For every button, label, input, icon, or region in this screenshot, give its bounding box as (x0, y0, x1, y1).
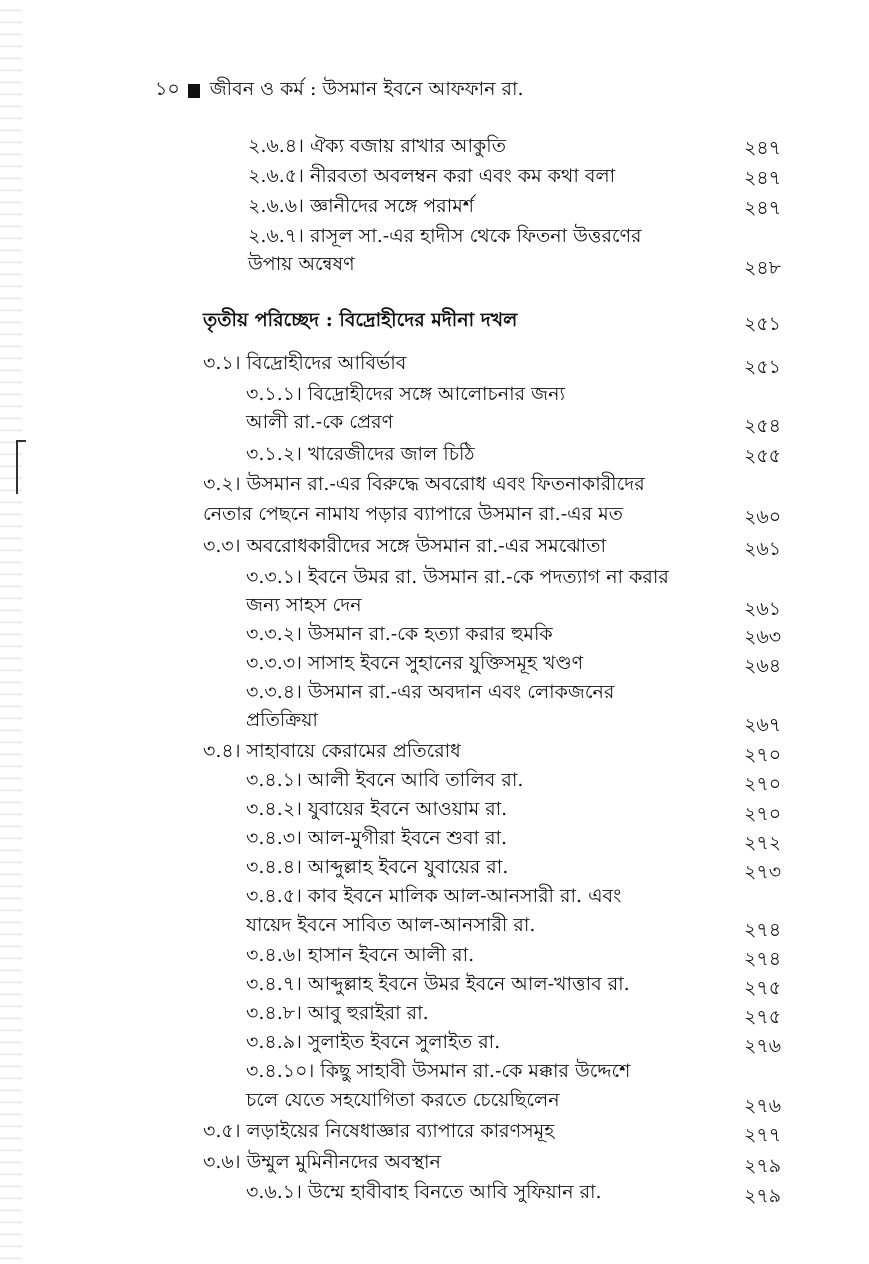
square-bullet-icon (188, 84, 200, 98)
toc-entry-text: ৩.৩.২। উসমান রা.-কে হত্যা করার হুমকি (246, 623, 553, 645)
toc-page-number: ২৭৯ (744, 1185, 782, 1207)
toc-page-number: ২৫৪ (744, 415, 782, 437)
toc-page-number: ২৬৩ (744, 626, 782, 648)
toc-page-number: ২৪৭ (744, 137, 782, 159)
toc-entry-text: ৩.৫। লড়াইয়ের নিষেধাজ্ঞার ব্যাপারে কারণসমূহ (203, 1120, 555, 1142)
toc-entry-text: ৩.৩। অবরোধকারীদের সঙ্গে উসমান রা.-এর সমঝোতা (203, 535, 607, 557)
toc-page-number: ২৭০ (744, 773, 782, 795)
toc-entry-text: ৩.৪.৮। আবু হুরাইরা রা. (246, 1002, 429, 1024)
toc-entry-text-cont: যায়েদ ইবনে সাবিত আল-আনসারী রা. (246, 914, 536, 936)
toc-page-number: ২৭৫ (744, 1006, 782, 1028)
toc-page-number: ২৪৭ (744, 167, 782, 189)
toc-entry-text-cont: জন্য সাহস দেন (246, 594, 362, 616)
toc-page-number: ২৫৫ (744, 445, 782, 467)
toc-entry-text-cont: প্রতিক্রিয়া (246, 709, 318, 731)
toc-entry-text: ২.৬.৬। জ্ঞানীদের সঙ্গে পরামর্শ (248, 195, 475, 217)
toc-page-number: ২৬১ (744, 598, 782, 620)
toc-entry-text: ২.৬.৪। ঐক্য বজায় রাখার আকুতি (248, 135, 506, 157)
toc-page-number: ২৭০ (744, 744, 782, 766)
toc-entry-text: ৩.১.১। বিদ্রোহীদের সঙ্গে আলোচনার জন্য (246, 383, 565, 405)
toc-page-number: ২৭০ (744, 803, 782, 825)
toc-entry-text: ৩.৩.৩। সাসাহ ইবনে সুহানের যুক্তিসমূহ খণ্ডণ (246, 652, 584, 674)
toc-page-number: ২৭৬ (744, 1095, 782, 1117)
toc-entry-text: ৩.৩.৪। উসমান রা.-এর অবদান এবং লোকজনের (246, 681, 615, 703)
toc-entry-text: ৩.৪.৯। সুলাইত ইবনে সুলাইত রা. (246, 1031, 501, 1053)
toc-entry-text: ৩.৪.২। যুবায়ের ইবনে আওয়াম রা. (246, 798, 508, 820)
toc-page-number: ২৬৭ (744, 714, 782, 736)
toc-page-number: ২৬০ (744, 506, 782, 528)
toc-entry-text: ৩.১.২। খারেজীদের জাল চিঠি (246, 443, 475, 465)
toc-entry-text: ৩.১। বিদ্রোহীদের আবির্ভাব (203, 352, 407, 374)
toc-page-number: ২৭৩ (744, 861, 782, 883)
toc-page-number: ২৬১ (744, 538, 782, 560)
toc-entry-text-cont: উপায় অন্বেষণ (248, 253, 355, 275)
toc-entry-text: ৩.৪.৫। কাব ইবনে মালিক আল-আনসারী রা. এবং (246, 885, 622, 907)
toc-entry-text: ৩.৬.১। উম্মে হাবীবাহ বিনতে আবি সুফিয়ান রা. (246, 1181, 602, 1203)
toc-entry-text-cont: চলে যেতে সহযোগিতা করতে চেয়েছিলেন (246, 1089, 560, 1111)
running-header (155, 76, 755, 106)
toc-page-number: ২৭৪ (744, 948, 782, 970)
scan-edge-noise (0, 0, 22, 1264)
toc-page-number: ২৬৪ (744, 655, 782, 677)
toc-entry-text-cont: নেতার পেছনে নামায পড়ার ব্যাপারে উসমান রা.-এর মত (203, 503, 623, 525)
toc-page-number: ২৭৯ (744, 1155, 782, 1177)
toc-page-number: ২৭৬ (744, 1035, 782, 1057)
toc-page-number: ২৭৭ (744, 1124, 782, 1146)
toc-entry-text: ৩.৪.৩। আল-মুগীরা ইবনে শুবা রা. (246, 827, 508, 849)
toc-page-number: ২৭৫ (744, 977, 782, 999)
toc-entry-text: ৩.৪.১০। কিছু সাহাবী উসমান রা.-কে মক্কার উদ্দেশে (246, 1060, 631, 1082)
toc-page-number: ২৪৮ (744, 257, 782, 279)
toc-entry-text: ৩.৪.৬। হাসান ইবনে আলী রা. (246, 944, 475, 966)
toc-entry-text: ৩.৪.৪। আব্দুল্লাহ ইবনে যুবায়ের রা. (246, 856, 509, 878)
chapter-heading: তৃতীয় পরিচ্ছেদ : বিদ্রোহীদের মদীনা দখল (203, 309, 518, 331)
header-page-number: ১০ (155, 78, 180, 100)
header-title: জীবন ও কর্ম : উসমান ইবনে আফফান রা. (209, 78, 524, 100)
toc-page-number: ২৭৪ (744, 919, 782, 941)
toc-page-number: ২৭২ (744, 832, 782, 854)
toc-entry-text: ২.৬.৭। রাসূল সা.-এর হাদীস থেকে ফিতনা উত্তরণের (248, 225, 642, 247)
toc-entry-text: ৩.৬। উম্মুল মুমিনীনদের অবস্থান (203, 1151, 441, 1173)
toc-entry-text: ২.৬.৫। নীরবতা অবলম্বন করা এবং কম কথা বলা (248, 165, 616, 187)
margin-bracket-mark (16, 440, 26, 494)
toc-entry-text: ৩.২। উসমান রা.-এর বিরুদ্ধে অবরোধ এবং ফিতনাকারীদের (203, 473, 645, 495)
toc-page-number: ২৪৭ (744, 197, 782, 219)
toc-entry-text: ৩.৪। সাহাবায়ে কেরামের প্রতিরোধ (203, 740, 461, 762)
toc-page-number: ২৫১ (744, 313, 782, 335)
toc-entry-text: ৩.৪.১। আলী ইবনে আবি তালিব রা. (246, 769, 524, 791)
toc-entry-text-cont: আলী রা.-কে প্রেরণ (246, 411, 394, 433)
toc-page-number: ২৫১ (744, 356, 782, 378)
toc-entry-text: ৩.৪.৭। আব্দুল্লাহ ইবনে উমর ইবনে আল-খাত্তাব রা. (246, 973, 630, 995)
toc-entry-text: ৩.৩.১। ইবনে উমর রা. উসমান রা.-কে পদত্যাগ না করার (246, 566, 669, 588)
